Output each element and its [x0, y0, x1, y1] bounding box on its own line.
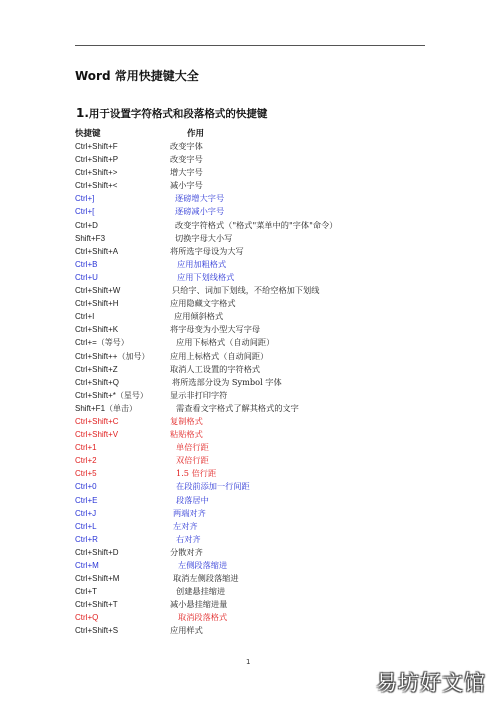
- shortcut-key: Ctrl+Shift+D: [75, 547, 119, 557]
- table-row: [75, 205, 435, 218]
- shortcut-key: Shift+F3: [75, 233, 106, 243]
- table-row: [75, 389, 435, 402]
- table-row: [75, 363, 435, 376]
- shortcut-action: 显示非打印字符: [170, 389, 228, 400]
- shortcut-action: 应用下划线格式: [177, 271, 235, 282]
- shortcut-action: 左对齐: [173, 520, 198, 531]
- table-row: [75, 376, 435, 389]
- shortcut-key: Ctrl+0: [75, 482, 97, 492]
- shortcut-action: 复制格式: [170, 415, 203, 426]
- table-row: [75, 402, 435, 415]
- shortcut-key: Ctrl+Shift+F: [75, 142, 118, 151]
- shortcut-action: 逐磅减小字号: [175, 206, 225, 217]
- shortcut-key: Ctrl+J: [75, 508, 97, 518]
- shortcut-key: Ctrl+Shift+H: [75, 299, 119, 309]
- table-row: [75, 219, 435, 232]
- shortcut-action: 增大字号: [170, 167, 203, 178]
- table-row: [75, 284, 435, 297]
- table-row: [75, 310, 435, 323]
- shortcut-key: Ctrl+R: [75, 534, 98, 544]
- table-row: [75, 428, 435, 441]
- column-header-action: 作用: [187, 129, 205, 139]
- shortcut-action: 段落居中: [176, 494, 209, 505]
- shortcut-action: 创建悬挂缩进: [176, 586, 226, 597]
- table-row: [75, 585, 435, 598]
- table-row: [75, 611, 435, 624]
- section-number: 1.: [76, 106, 89, 120]
- table-row: [75, 350, 435, 363]
- shortcut-key: Ctrl+Q: [75, 613, 99, 623]
- shortcut-action: 左侧段落缩进: [178, 560, 228, 570]
- shortcut-key: Ctrl+]: [75, 194, 95, 204]
- table-row: [75, 441, 435, 454]
- header-rule: [75, 45, 425, 46]
- shortcut-action: 将所选字母设为大写: [170, 245, 244, 256]
- shortcut-action: 取消人工设置的字符格式: [170, 363, 261, 374]
- table-row: [75, 572, 435, 585]
- table-row: [75, 336, 435, 349]
- shortcut-action: 应用倾斜格式: [174, 311, 224, 322]
- shortcut-action: 单倍行距: [176, 442, 209, 453]
- table-row: [75, 520, 435, 533]
- table-row: [75, 624, 435, 637]
- shortcut-action: 改变字体: [170, 141, 203, 151]
- column-header-shortcut: 快捷键: [75, 129, 101, 139]
- section-heading: [76, 106, 267, 121]
- table-row: [75, 166, 435, 179]
- table-row: [75, 232, 435, 245]
- shortcut-key: Ctrl+Shift+A: [75, 246, 119, 256]
- shortcut-key: Ctrl+E: [75, 495, 98, 505]
- shortcut-key: Ctrl+Shift+P: [75, 155, 119, 165]
- shortcut-action: 减小字号: [170, 180, 203, 191]
- section-title: 用于设置字符格式和段落格式的快捷键: [88, 108, 268, 120]
- shortcut-key: Ctrl+Shift+V: [75, 430, 119, 440]
- shortcut-key: Ctrl+Shift++（加号）: [75, 351, 150, 361]
- shortcut-action: 应用加粗格式: [177, 258, 227, 269]
- shortcut-action: 1.5 倍行距: [176, 468, 217, 479]
- table-row: [75, 559, 435, 572]
- table-row: [75, 245, 435, 258]
- table-row: [75, 467, 435, 480]
- shortcut-action: 改变字号: [170, 154, 203, 165]
- shortcut-action: 双倍行距: [176, 455, 209, 466]
- shortcut-key: Ctrl+U: [75, 272, 98, 282]
- shortcut-key: Ctrl+D: [75, 220, 98, 230]
- shortcut-key: Ctrl+[: [75, 207, 95, 217]
- shortcut-action: 需查看文字格式了解其格式的文字: [176, 402, 299, 413]
- table-row: [75, 297, 435, 310]
- table-row: [75, 271, 435, 284]
- shortcut-key: Ctrl+T: [75, 587, 97, 597]
- shortcut-action: 两端对齐: [173, 507, 206, 518]
- shortcut-key: Ctrl+Shift+T: [75, 600, 118, 610]
- table-row: [75, 323, 435, 336]
- shortcut-table: [75, 140, 435, 638]
- shortcut-key: Ctrl+Shift+*（星号）: [75, 390, 148, 400]
- shortcut-key: Ctrl+5: [75, 469, 97, 479]
- shortcut-action: 逐磅增大字号: [175, 193, 225, 204]
- table-row: [75, 533, 435, 546]
- shortcut-key: Ctrl+Shift+C: [75, 416, 119, 426]
- shortcut-key: Ctrl+2: [75, 456, 97, 466]
- shortcut-action: 粘贴格式: [170, 429, 203, 440]
- shortcut-key: Ctrl+1: [75, 443, 97, 453]
- table-row: [75, 258, 435, 271]
- shortcut-key: Ctrl+Shift+S: [75, 626, 119, 636]
- table-row: [75, 546, 435, 559]
- shortcut-key: Ctrl+Shift+M: [75, 574, 120, 584]
- shortcut-key: Ctrl+Shift+K: [75, 325, 119, 335]
- shortcut-action: 减小悬挂缩进量: [170, 599, 228, 610]
- table-row: [75, 480, 435, 493]
- shortcut-action: 应用样式: [170, 625, 203, 636]
- shortcut-action: 取消段落格式: [178, 612, 228, 623]
- shortcut-action: 应用下标格式（自动间距）: [176, 337, 275, 348]
- shortcut-key: Ctrl+Shift+<: [75, 181, 118, 191]
- shortcut-action: 切换字母大小写: [175, 232, 233, 243]
- shortcut-action: 将字母变为小型大写字母: [170, 324, 261, 335]
- watermark-logo: 易坊好文馆: [376, 671, 486, 695]
- shortcut-key: Ctrl+=（等号）: [75, 338, 129, 348]
- table-row: [75, 598, 435, 611]
- shortcut-action: 改变字符格式（"格式"菜单中的"字体"命令）: [175, 219, 338, 230]
- table-row: [75, 153, 435, 166]
- shortcut-action: 分散对齐: [170, 546, 203, 557]
- shortcut-key: Ctrl+B: [75, 259, 98, 269]
- table-row: [75, 415, 435, 428]
- table-row: [75, 494, 435, 507]
- shortcut-key: Ctrl+Shift+Z: [75, 364, 118, 374]
- table-row: [75, 507, 435, 520]
- shortcut-action: 将所选部分设为 Symbol 字体: [172, 376, 282, 387]
- table-row: [75, 179, 435, 192]
- shortcut-action: 取消左侧段落缩进: [173, 573, 239, 584]
- shortcut-key: Ctrl+Shift+>: [75, 168, 118, 178]
- shortcut-action: 在段前添加一行间距: [176, 481, 250, 492]
- table-row: [75, 192, 435, 205]
- shortcut-action: 右对齐: [176, 533, 201, 544]
- shortcut-action: 应用上标格式（自动间距）: [170, 350, 269, 361]
- shortcut-key: Ctrl+Shift+Q: [75, 377, 120, 387]
- shortcut-key: Ctrl+Shift+W: [75, 286, 121, 296]
- shortcut-action: 只给字、词加下划线，不给空格加下划线: [172, 285, 320, 296]
- document-title: Word 常用快捷键大全: [75, 69, 199, 83]
- table-row: [75, 454, 435, 467]
- shortcut-key: Shift+F1（单击）: [75, 403, 138, 413]
- shortcut-key: Ctrl+L: [75, 521, 97, 531]
- table-row: [75, 140, 435, 153]
- shortcut-key: Ctrl+I: [75, 312, 95, 322]
- page-number: 1: [246, 658, 251, 666]
- shortcut-key: Ctrl+M: [75, 561, 99, 570]
- shortcut-action: 应用隐藏文字格式: [170, 298, 236, 309]
